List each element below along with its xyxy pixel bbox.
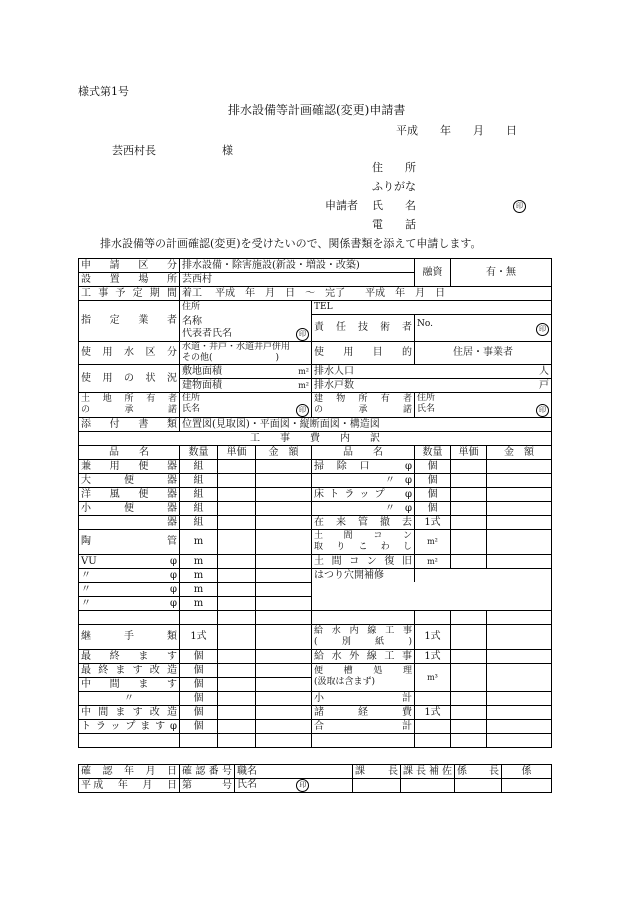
table-row (79, 459, 552, 473)
bldg-owner-label-2: の承諾 (314, 404, 412, 415)
item-name: 給水内線工事 (314, 625, 412, 636)
engineer-no-cell (415, 315, 552, 342)
item-name: 給水外線工事 (312, 649, 415, 663)
spacer-row (79, 733, 552, 747)
schedule-value: 着工 平成 年 月 日 ～ 完了 平成 年 月 日 (180, 287, 552, 301)
cost-header: 単価 (451, 445, 487, 459)
confirm-date-value: 平成 年 月 日 (79, 779, 180, 793)
item-unit: m² (415, 554, 451, 568)
item-unit: 個 (415, 487, 451, 501)
item-unit: m³ (415, 663, 451, 691)
item-name-cell (312, 529, 415, 554)
item-name: 最終ます (79, 649, 180, 663)
table-row (79, 501, 552, 515)
purpose-value: 住居・事業者 (415, 341, 552, 364)
cost-header: 品 名 (312, 445, 415, 459)
site-area-cell (180, 364, 312, 378)
item-name: 器 (79, 515, 180, 529)
table-row (79, 649, 552, 663)
loan-value: 有・無 (451, 259, 552, 287)
item-name: 中間ます改造 (79, 705, 180, 719)
item-unit: 個 (415, 473, 451, 487)
loan-label: 融資 (415, 259, 451, 287)
item-name-cell (312, 624, 415, 649)
table-row (79, 705, 552, 719)
engineer-label: 責任技術者 (312, 315, 415, 342)
drain-house-unit: 戸 (539, 379, 549, 391)
contractor-name: 名称 (180, 315, 312, 328)
item-name: 合 計 (312, 719, 415, 733)
item-name-2: (汲取は含まず) (314, 677, 376, 687)
table-row (79, 624, 552, 649)
cost-title: 工 事 費 内 訳 (79, 431, 552, 445)
item-name: 兼用便器 (79, 459, 180, 473)
attach-label: 添付書類 (79, 417, 180, 431)
cost-header: 金 額 (487, 445, 552, 459)
water-value-2: その他( ) (182, 352, 280, 363)
table-row (79, 554, 552, 568)
kakaricho-label: 係長 (455, 765, 502, 779)
contractor-rep-cell (180, 328, 312, 342)
intro-text: 排水設備等の計画確認(変更)を受けたいので、関係書類を添えて申請します。 (100, 237, 482, 250)
land-owner-label-2: の承諾 (81, 404, 177, 415)
item-name: 小便器 (79, 501, 180, 515)
item-unit: 個 (180, 719, 218, 733)
item-unit: 組 (180, 459, 218, 473)
land-owner-label-cell (79, 392, 180, 417)
item-unit: 組 (180, 501, 218, 515)
item-unit: m (180, 596, 218, 610)
cost-header: 数量 (180, 445, 218, 459)
seal-icon: 印 (296, 328, 309, 341)
attach-value: 位置図(見取図)・平面図・縦断面図・構造図 (180, 417, 552, 431)
cost-header: 単価 (218, 445, 256, 459)
item-unit: 1式 (415, 705, 451, 719)
contractor-label: 指定業者 (79, 301, 180, 342)
land-owner-value (180, 392, 312, 417)
item-name: 便槽処理 (314, 666, 412, 676)
table-row (79, 663, 552, 677)
name-cell (235, 779, 353, 793)
kakari-label: 係 (502, 765, 552, 779)
item-unit: 個 (180, 649, 218, 663)
water-label: 使用水区分 (79, 341, 180, 364)
area-unit: m² (298, 380, 309, 390)
engineer-no: No. (417, 319, 433, 330)
table-row (79, 487, 552, 501)
item-unit: 個 (180, 677, 218, 691)
applicant-label: 申請者 (325, 199, 358, 212)
applicant-name-label: 氏 名 (372, 199, 416, 212)
item-name: 土間コン (314, 530, 412, 541)
item-name: 〃 φ (79, 568, 180, 582)
item-name: 大便器 (79, 473, 180, 487)
cost-header: 品 名 (79, 445, 180, 459)
cost-header: 数量 (415, 445, 451, 459)
contractor-rep: 代表者氏名 (182, 327, 232, 339)
land-owner-label: 土地所有者 (81, 393, 177, 404)
app-class-label: 申請区分 (79, 259, 180, 273)
table-row (79, 719, 552, 733)
contractor-address: 住所 (180, 301, 312, 315)
item-unit: 1式 (415, 649, 451, 663)
cost-header: 金 額 (256, 445, 312, 459)
assist-label: 課長補佐 (401, 765, 455, 779)
item-unit: 組 (180, 515, 218, 529)
item-name: 継 手 類 (79, 624, 180, 649)
land-owner-addr: 住所 (182, 392, 201, 403)
table-row (79, 515, 552, 529)
item-unit: m (180, 582, 218, 596)
item-name: 床トラップ φ (312, 487, 415, 501)
item-name: 在来管撤去 (312, 515, 415, 529)
form-title: 排水設備等計画確認(変更)申請書 (228, 103, 406, 117)
water-value-cell (180, 341, 312, 364)
seal-icon: 印 (296, 779, 309, 792)
bldg-owner-addr: 住所 (417, 392, 436, 403)
location-value: 芸西村 (180, 273, 415, 287)
item-name: 中間ます (79, 677, 180, 691)
item-name: 最終ます改造 (79, 663, 180, 677)
water-value-1: 水道・井戸・水道井戸併用 (182, 341, 291, 352)
land-owner-name: 氏名 (182, 403, 201, 414)
item-unit: 個 (180, 705, 218, 719)
item-name-cell (312, 663, 415, 691)
honorific: 様 (222, 144, 233, 157)
applicant-address-label: 住 所 (372, 161, 416, 174)
item-unit: 個 (180, 663, 218, 677)
item-name: 洋風便器 (79, 487, 180, 501)
item-name: 土間コン復旧 (312, 554, 415, 568)
item-name: 〃 φ (79, 596, 180, 610)
seal-icon: 印 (536, 323, 549, 336)
item-name: 〃 (79, 691, 180, 705)
table-row (79, 596, 552, 610)
addressee: 芸西村長 (112, 144, 156, 157)
confirm-no-label: 確認番号 (180, 765, 235, 779)
table-row (79, 473, 552, 487)
item-name: トラップますφ (79, 719, 180, 733)
bldg-owner-name: 氏名 (417, 403, 436, 414)
job-label: 職名 (235, 765, 353, 779)
item-unit: 組 (180, 487, 218, 501)
item-unit: 個 (415, 501, 451, 515)
date-line: 平成 年 月 日 (396, 124, 517, 137)
table-row (79, 529, 552, 554)
table-row (79, 582, 552, 596)
name-label: 氏名 (237, 779, 257, 790)
seal-icon: 印 (536, 404, 549, 417)
table-row (79, 568, 552, 582)
drain-pop-cell (312, 364, 552, 378)
purpose-label: 使用目的 (312, 341, 415, 364)
item-unit: m² (415, 529, 451, 554)
confirmation-table (78, 764, 552, 793)
schedule-label: 工事予定期間 (79, 287, 180, 301)
item-unit: 個 (415, 459, 451, 473)
bldg-area-label: 建物面積 (182, 379, 222, 391)
form-number: 様式第1号 (78, 85, 129, 98)
applicant-furigana-label: ふりがな (372, 180, 416, 193)
item-unit: 1式 (180, 624, 218, 649)
item-name: 掃除口 φ (312, 459, 415, 473)
seal-icon: 印 (513, 200, 526, 213)
item-name: 陶 管 (79, 529, 180, 554)
item-name: 諸 経 費 (312, 705, 415, 719)
item-unit: 1式 (415, 624, 451, 649)
bldg-owner-label: 建物所有者 (314, 393, 412, 404)
drain-house-cell (312, 378, 552, 392)
item-unit: 個 (180, 691, 218, 705)
item-name: 小 計 (312, 691, 415, 705)
drain-house-label: 排水戸数 (314, 379, 354, 391)
item-name: VU φ (79, 554, 180, 568)
drain-pop-label: 排水人口 (314, 365, 354, 377)
app-class-value: 排水設備・除害施設(新設・増設・改築) (180, 259, 415, 273)
confirm-date-label: 確認年月日 (79, 765, 180, 779)
item-unit: 1式 (415, 515, 451, 529)
item-name-2: 取りこわし (314, 541, 412, 552)
applicant-phone-label: 電 話 (372, 218, 416, 231)
item-name: 〃 φ (312, 501, 415, 515)
bldg-owner-value (415, 392, 552, 417)
area-unit: m² (298, 366, 309, 376)
confirm-no-value: 第 号 (180, 779, 235, 793)
chief-label: 課長 (353, 765, 401, 779)
table-row (79, 691, 552, 705)
item-name: はつり穴開補修 (312, 568, 415, 582)
item-name: 〃 φ (79, 582, 180, 596)
item-unit: m (180, 554, 218, 568)
contractor-tel: TEL (312, 301, 552, 315)
item-name-2: ( 別 紙 ) (314, 636, 412, 647)
bldg-area-cell (180, 378, 312, 392)
drain-pop-unit: 人 (539, 365, 549, 377)
location-label: 設置場所 (79, 273, 180, 287)
item-unit: m (180, 529, 218, 554)
spacer-row (79, 610, 552, 624)
item-unit: 組 (180, 473, 218, 487)
bldg-owner-label-cell (312, 392, 415, 417)
seal-icon: 印 (296, 404, 309, 417)
application-form-table (78, 258, 552, 748)
cost-header-row (79, 445, 552, 459)
item-name: 〃 φ (312, 473, 415, 487)
site-area-label: 敷地面積 (182, 365, 222, 377)
usage-label: 使用の状況 (79, 364, 180, 392)
item-unit: m (180, 568, 218, 582)
